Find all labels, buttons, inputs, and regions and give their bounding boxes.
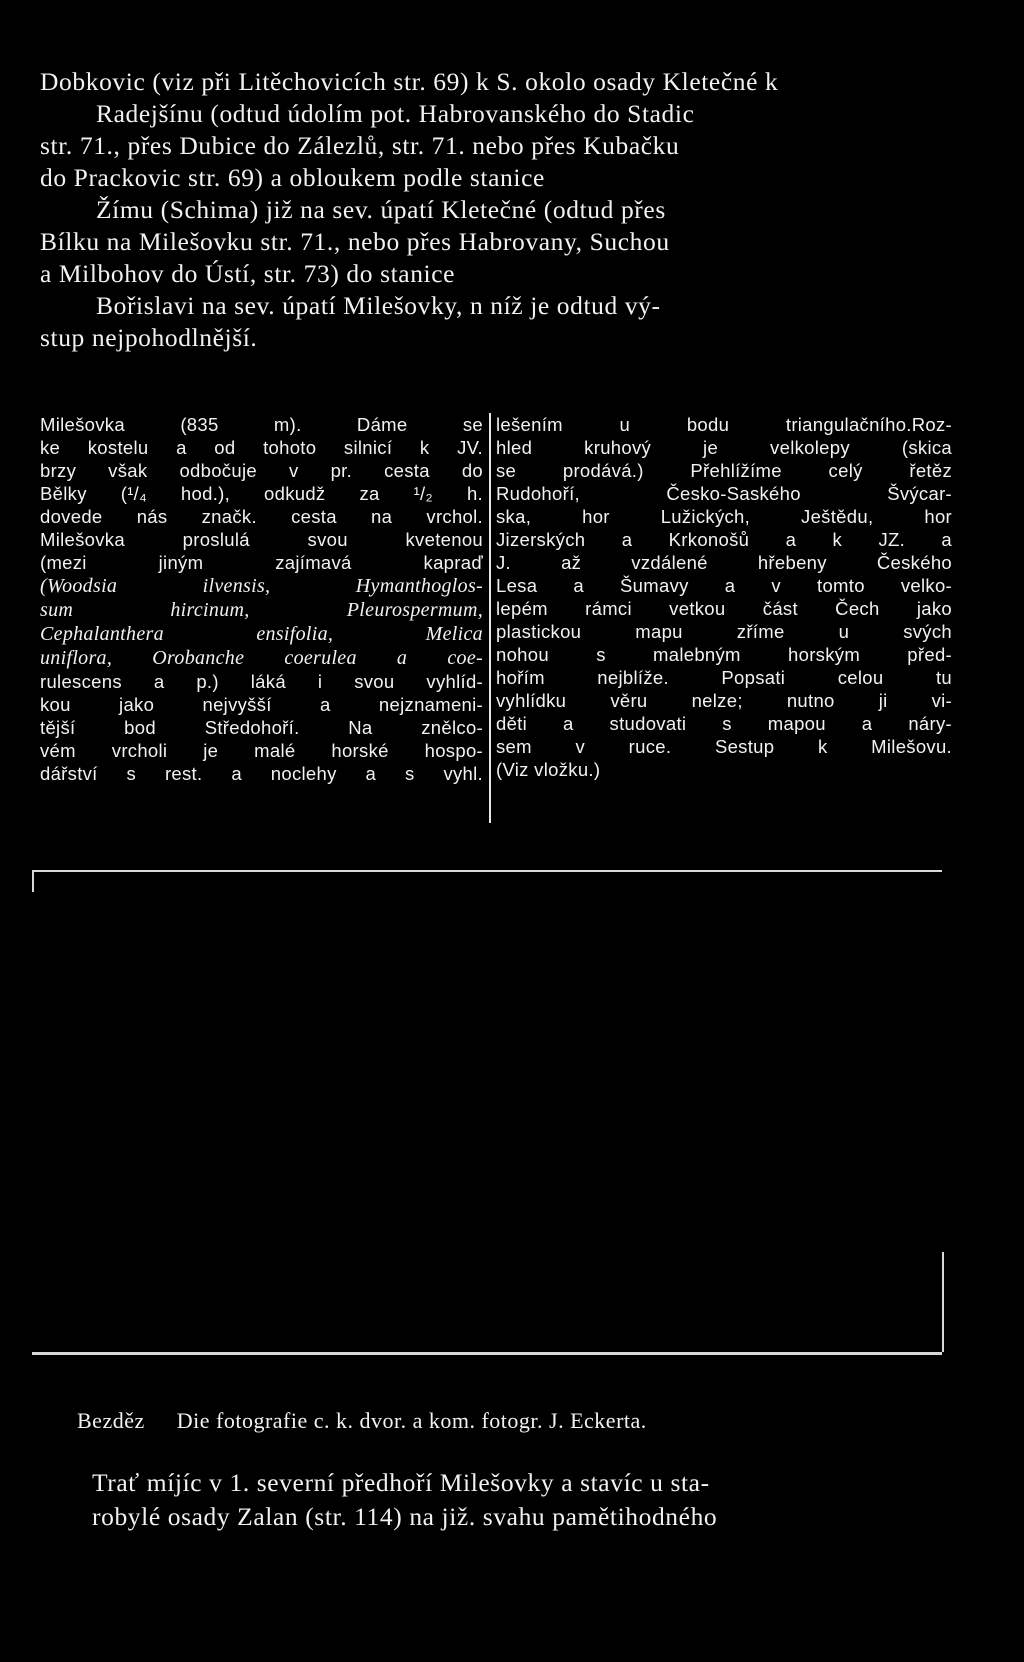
left-column	[40, 413, 491, 823]
intro-line: do Prackovic str. 69) a obloukem podle stanice	[40, 163, 545, 192]
left-column-line: tější bod Středohoří. Na znělco-	[40, 717, 483, 738]
right-column-line: děti a studovati s mapou a náry-	[496, 713, 952, 734]
left-column-line: ke kostelu a od tohoto silnicí k JV.	[40, 437, 483, 458]
latin-names: (Woodsia ilvensis, Hymanthoglos-	[40, 575, 483, 597]
left-column-line: vém vrcholi je malé horské hospo-	[40, 740, 483, 761]
left-column-line: Milešovka (835 m). Dáme se	[40, 414, 483, 435]
left-column-line: dářství s rest. a noclehy a s vyhl.	[40, 763, 483, 784]
frame-edge-right	[942, 1252, 944, 1352]
outro-line: robylé osady Zalan (str. 114) na již. svahu pamětihodného	[92, 1502, 718, 1531]
right-column-line: se prodává.) Přehlížíme celý řetěz	[496, 460, 952, 481]
photo-frame	[32, 870, 942, 1355]
right-column-line: lepém rámci vetkou část Čech jako	[496, 598, 952, 619]
left-column-line: (mezi jiným zajímavá kapraď	[40, 552, 483, 573]
right-column	[496, 413, 952, 781]
right-column-line: hled kruhový je velkolepy (skica	[496, 437, 952, 458]
intro-line: stup nejpohodlnější.	[40, 323, 258, 352]
right-column-line: (Viz vložku.)	[496, 759, 601, 780]
intro-line: a Milbohov do Ústí, str. 73) do stanice	[40, 259, 456, 288]
left-column-line-italic	[40, 574, 483, 598]
latin-names: uniflora, Orobanche coerulea a coe-	[40, 647, 483, 669]
intro-line: Dobkovic (viz při Litěchovicích str. 69) k S. okolo osady Kletečné k	[40, 67, 779, 96]
left-column-line: rulescens a p.) láká i svou vyhlíd-	[40, 671, 483, 692]
intro-line: Žímu (Schima) již na sev. úpatí Kletečné (odtud přes	[96, 195, 666, 224]
left-column-line-italic	[40, 646, 483, 670]
frame-edge-left	[32, 872, 34, 892]
outro-line: Trať míjíc v 1. severní předhoří Milešovky a stavíc u sta-	[92, 1468, 710, 1497]
photo-caption	[77, 1408, 647, 1434]
right-column-line: lešením u bodu triangulačního.Roz-	[496, 414, 952, 435]
left-column-line: Bělky (¹/₄ hod.), odkudž za ¹/₂ h.	[40, 483, 483, 504]
left-column-line: dovede nás značk. cesta na vrchol.	[40, 506, 483, 527]
right-column-line: Lesa a Šumavy a v tomto velko-	[496, 575, 952, 596]
right-column-line: Rudohoří, Česko-Saského Švýcar-	[496, 483, 952, 504]
left-column-line-italic	[40, 622, 483, 646]
left-column-line: brzy však odbočuje v pr. cesta do	[40, 460, 483, 481]
caption-credit: Die fotografie c. k. dvor. a kom. fotogr. J. Eckerta.	[176, 1408, 647, 1433]
right-column-line: nohou s malebným horským před-	[496, 644, 952, 665]
intro-line: Bílku na Milešovku str. 71., nebo přes Habrovany, Suchou	[40, 227, 670, 256]
right-column-line: hořím nejblíže. Popsati celou tu	[496, 667, 952, 688]
outro-paragraph	[92, 1466, 937, 1534]
right-column-line: vyhlídku věru nelze; nutno ji vi-	[496, 690, 952, 711]
left-column-line: Milešovka proslulá svou kvetenou	[40, 529, 483, 550]
right-column-line: sem v ruce. Sestup k Milešovu.	[496, 736, 952, 757]
right-column-line: Jizerských a Krkonošů a k JZ. a	[496, 529, 952, 550]
intro-line: Bořislavi na sev. úpatí Milešovky, n níž je odtud vý-	[96, 291, 661, 320]
latin-names: Cephalanthera ensifolia, Melica	[40, 623, 483, 645]
right-column-line: ska, hor Lužických, Ještědu, hor	[496, 506, 952, 527]
latin-names: sum hircinum, Pleurospermum,	[40, 599, 483, 621]
intro-line: str. 71., přes Dubice do Zálezlů, str. 71. nebo přes Kubačku	[40, 131, 680, 160]
right-column-line: plastickou mapu zříme u svých	[496, 621, 952, 642]
intro-line: Radejšínu (odtud údolím pot. Habrovanského do Stadic	[96, 99, 695, 128]
right-column-line: J. až vzdálené hřebeny Českého	[496, 552, 952, 573]
left-column-line-italic	[40, 598, 483, 622]
left-column-line: kou jako nejvyšší a nejznameni-	[40, 694, 483, 715]
caption-place: Bezděz	[77, 1408, 145, 1433]
intro-paragraph	[40, 66, 950, 354]
